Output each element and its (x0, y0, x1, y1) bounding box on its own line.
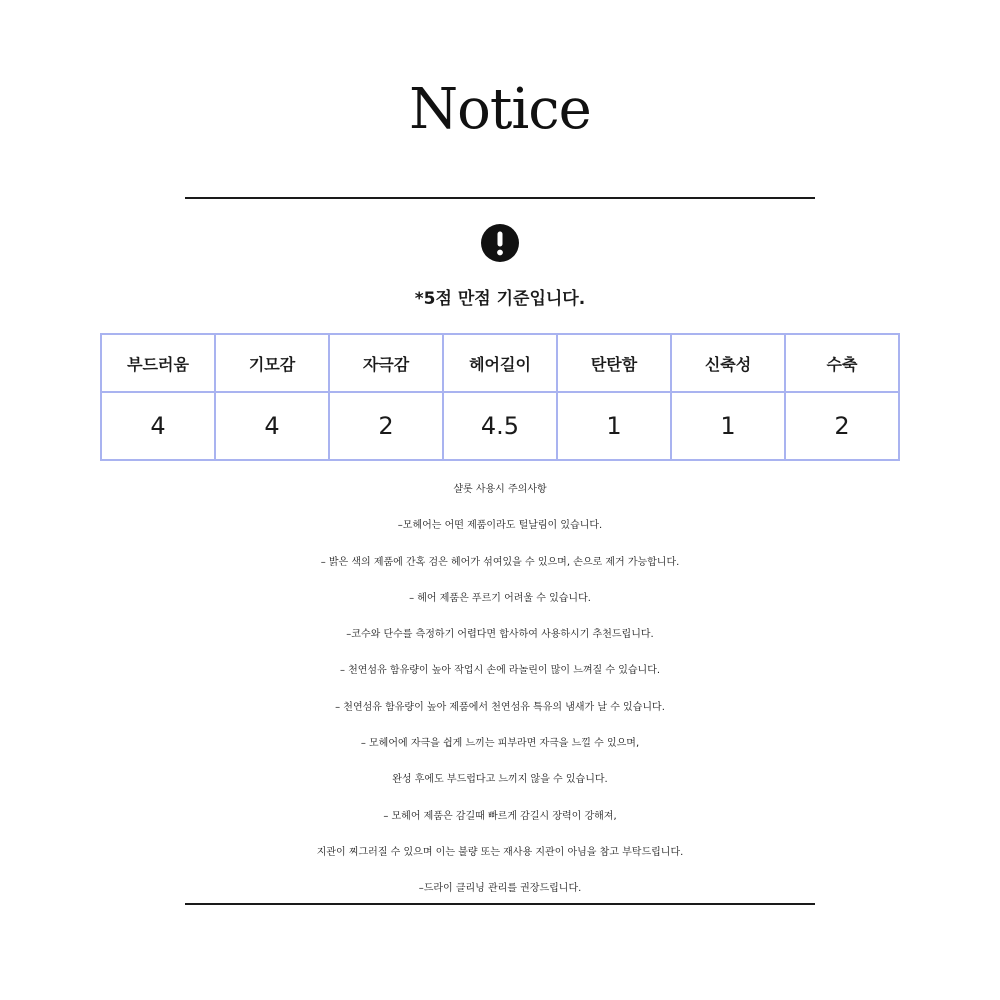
care-line: 지관이 찌그러질 수 있으며 이는 불량 또는 재사용 지관이 아님을 참고 부탁드립니다. (316, 846, 684, 858)
care-line: – 헤어 제품은 푸르기 어려울 수 있습니다. (409, 592, 591, 604)
header-irritation: 자극감 (329, 334, 443, 392)
value-softness: 4 (101, 392, 215, 460)
care-line: – 천연섬유 함유량이 높아 작업시 손에 라놀린이 많이 느껴질 수 있습니다. (339, 665, 661, 677)
ratings-value-row (101, 392, 899, 460)
care-line: – 천연섬유 함유량이 높아 제품에서 천연섬유 특유의 냄새가 날 수 있습니다. (335, 701, 665, 713)
care-line: –코수와 단수를 측정하기 어렵다면 합사하여 사용하시기 추천드립니다. (346, 629, 654, 641)
care-line: –드라이 클리닝 관리를 권장드립니다. (418, 883, 582, 895)
care-line: – 모헤어 제품은 감길때 빠르게 감길시 장력이 강해져, (383, 810, 617, 822)
value-elasticity: 1 (671, 392, 785, 460)
header-shrinkage: 수축 (785, 334, 899, 392)
value-irritation: 2 (329, 392, 443, 460)
care-line: – 모헤어에 자극을 쉽게 느끼는 피부라면 자극을 느낄 수 있으며, (360, 738, 640, 750)
care-instructions (0, 472, 1000, 908)
care-line: 완성 후에도 부드럽다고 느끼지 않을 수 있습니다. (392, 774, 608, 786)
header-softness: 부드러움 (101, 334, 215, 392)
exclamation-circle-icon (481, 224, 519, 262)
header-elasticity: 신축성 (671, 334, 785, 392)
bottom-divider (185, 903, 815, 905)
header-hair-length: 헤어길이 (443, 334, 557, 392)
page-title: Notice (409, 77, 591, 142)
rating-scale-note: *5점 만점 기준입니다. (414, 289, 586, 309)
care-line: –모헤어는 어떤 제품이라도 털날림이 있습니다. (397, 520, 603, 532)
ratings-table (100, 333, 900, 461)
value-firmness: 1 (557, 392, 671, 460)
ratings-header-row (101, 334, 899, 392)
value-hair-length: 4.5 (443, 392, 557, 460)
value-shrinkage: 2 (785, 392, 899, 460)
care-heading: 샬롯 사용시 주의사항 (453, 484, 547, 495)
value-brushed: 4 (215, 392, 329, 460)
header-firmness: 탄탄함 (557, 334, 671, 392)
top-divider (185, 197, 815, 199)
header-brushed: 기모감 (215, 334, 329, 392)
care-line: – 밝은 색의 제품에 간혹 검은 헤어가 섞여있을 수 있으며, 손으로 제거 가능합니다. (320, 556, 680, 568)
